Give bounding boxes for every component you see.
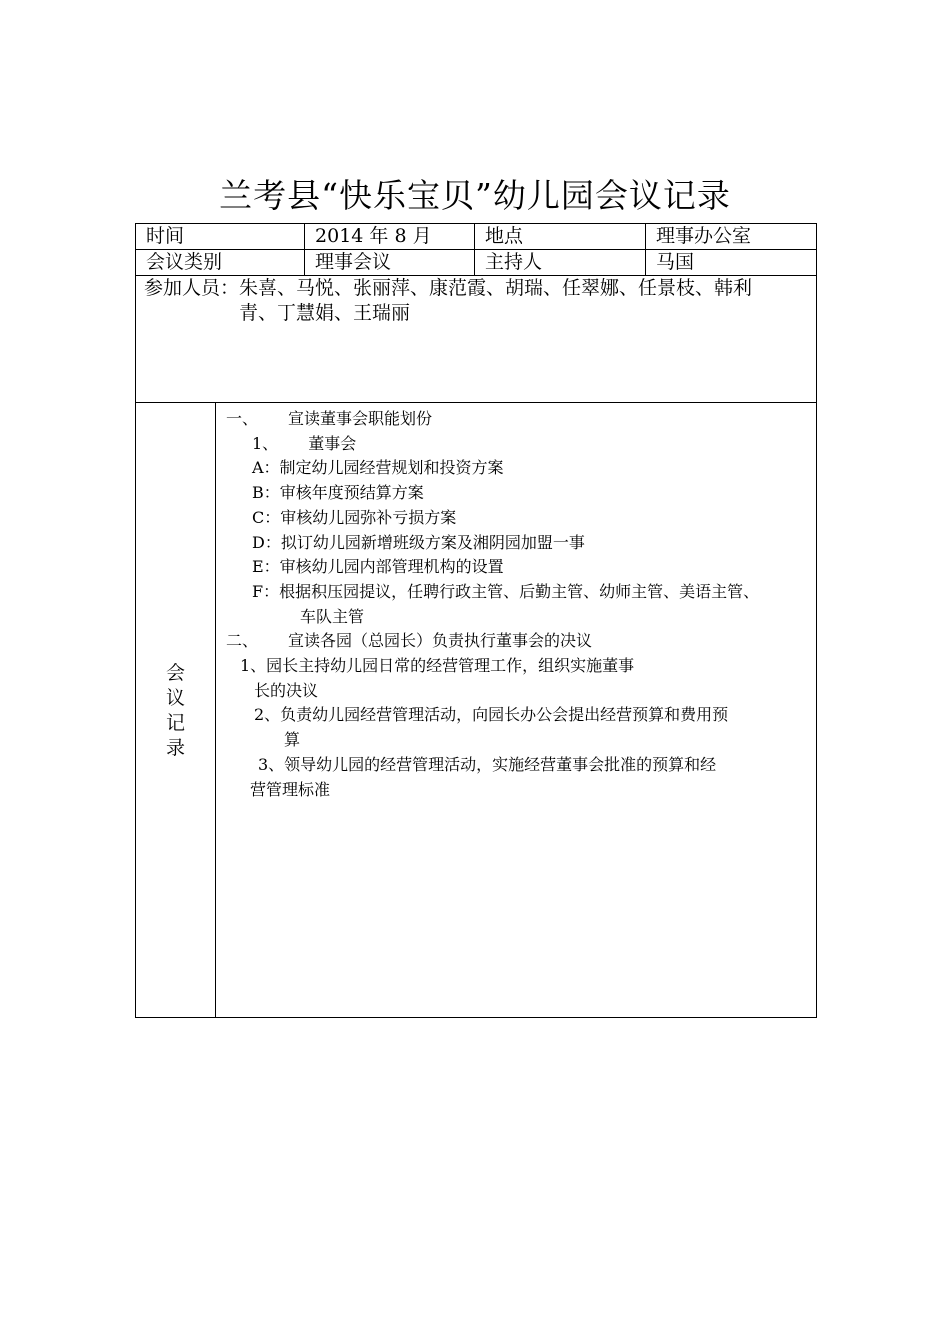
category-host-row: [136, 250, 817, 276]
section-2-line-4: 算: [284, 730, 301, 750]
time-value: 2014 年 8 月: [305, 224, 475, 250]
category-label: 会议类别: [136, 250, 305, 276]
section-1-title: 宣读董事会职能划份: [288, 409, 433, 428]
time-label: 时间: [136, 224, 305, 250]
section-2-line-6: 营管理标准: [250, 779, 331, 799]
record-content: [216, 403, 817, 1018]
section-1-item-f: F：根据积压园提议，任聘行政主管、后勤主管、幼师主管、美语主管、: [252, 581, 760, 601]
meeting-record-table: [135, 223, 817, 1018]
attendees-line-1: 朱喜、马悦、张丽萍、康范霞、胡瑞、任翠娜、任景枝、韩利: [239, 277, 753, 299]
section-2-title: 宣读各园（总园长）负责执行董事会的决议: [288, 631, 593, 651]
section-2-line-1: 1、园长主持幼儿园日常的经营管理工作，组织实施董事: [240, 656, 635, 676]
section-1-item-b: B：审核年度预结算方案: [252, 483, 424, 503]
section-2-heading: [226, 629, 812, 654]
attendees-line-2: 青、丁慧娟、王瑞丽: [239, 302, 411, 324]
section-1-item-a: A：制定幼儿园经营规划和投资方案: [252, 458, 504, 478]
section-1-heading: [226, 407, 812, 432]
section-1-item-e: E：审核幼儿园内部管理机构的设置: [252, 557, 504, 577]
attendees-row: [136, 276, 817, 403]
place-label: 地点: [475, 224, 646, 250]
document-title: 兰考县“快乐宝贝”幼儿园会议记录: [219, 176, 731, 215]
section-2-num: 二、: [226, 631, 259, 651]
attendees-label: 参加人员：: [144, 277, 240, 299]
place-value: 理事办公室: [646, 224, 817, 250]
side-char-3: 记: [165, 712, 185, 734]
record-side-label: [136, 403, 216, 1018]
section-2-line-5: 3、领导幼儿园的经营管理活动，实施经营董事会批准的预算和经: [258, 754, 717, 774]
host-label: 主持人: [475, 250, 646, 276]
section-1-sub-heading: [226, 432, 812, 457]
section-2-line-3: 2、负责幼儿园经营管理活动，向园长办公会提出经营预算和费用预: [254, 705, 729, 725]
section-1-item-f-cont: 车队主管: [300, 606, 365, 626]
record-row: [136, 403, 817, 1018]
section-1-sub-num: 1、: [252, 433, 279, 453]
side-char-1: 会: [165, 662, 185, 684]
attendees-cell: [136, 276, 817, 403]
section-1-item-d: D：拟订幼儿园新增班级方案及湘阴园加盟一事: [252, 532, 585, 552]
section-2-line-2: 长的决议: [254, 680, 319, 700]
host-value: 马国: [646, 250, 817, 276]
section-1-item-c: C：审核幼儿园弥补亏损方案: [252, 507, 457, 527]
time-place-row: [136, 224, 817, 250]
section-1-sub-title: 董事会: [308, 433, 357, 453]
side-char-2: 议: [165, 687, 185, 709]
category-value: 理事会议: [305, 250, 475, 276]
section-1-num: 一、: [226, 409, 259, 428]
side-char-4: 录: [165, 737, 185, 759]
